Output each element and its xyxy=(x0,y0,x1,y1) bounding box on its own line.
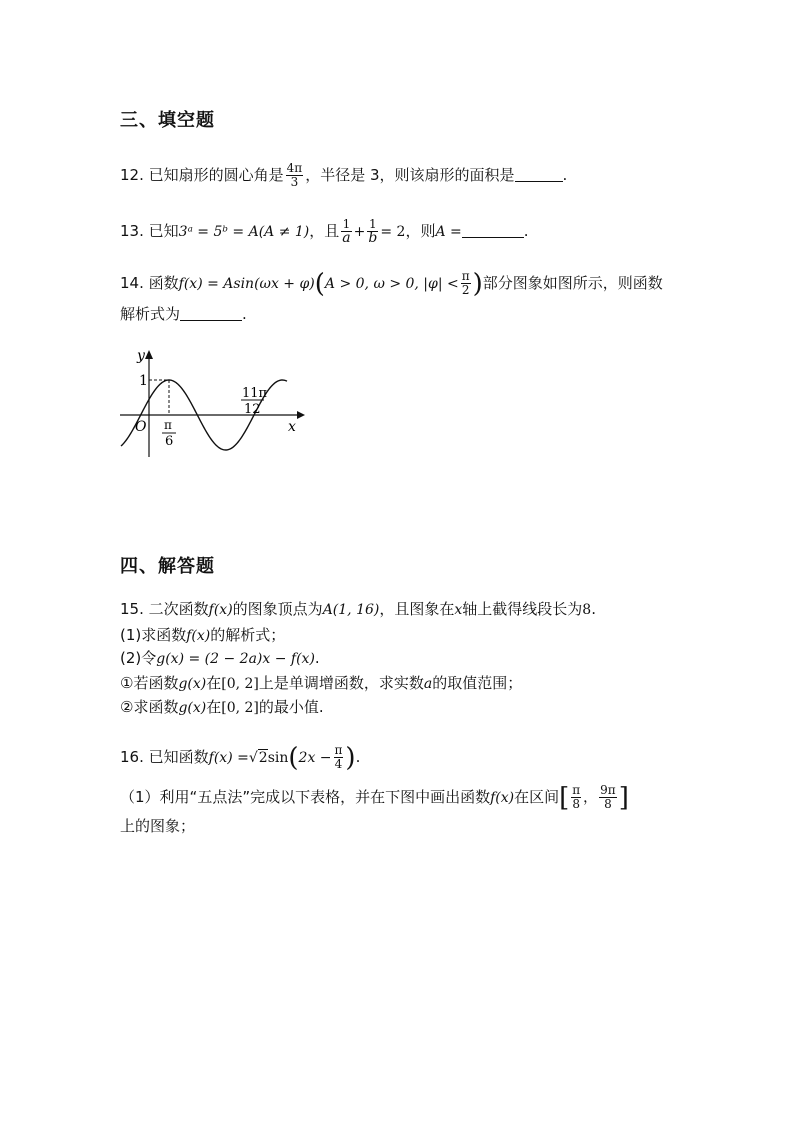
section-title-answer: 四、解答题 xyxy=(120,556,215,577)
q16-part-1: （1）利用“五点法”完成以下表格，并在下图中画出函数f(x)在区间[ $\frac{\pi}{8}$ ， $\frac{9\pi}{8}$ ] xyxy=(120,783,629,813)
x-tick-11pi12-num: 11π xyxy=(242,386,268,401)
q16-sqrt-2: 2 xyxy=(258,750,268,766)
section-title-fill-in: 三、填空题 xyxy=(120,110,215,131)
q12-answer-blank xyxy=(515,165,563,182)
question-16: 16. 已知函数f(x) =√2sin(2x − $\frac{\pi}{4}$ ). xyxy=(120,743,361,773)
question-14-line-2: 解析式为 . xyxy=(120,305,247,323)
x-tick-pi6-num: π xyxy=(164,418,172,432)
origin-label: O xyxy=(135,419,147,435)
question-14: 14. 函数f(x) = Asin(ωx + φ)(A > 0, ω > 0, |φ| < $\frac{\pi}{2}$ )部分图象如图所示，则函数 xyxy=(120,269,663,299)
q13-answer-blank xyxy=(462,221,524,238)
y-tick-one: 1 xyxy=(139,373,148,389)
q15-vertex: A(1, 16) xyxy=(322,602,380,618)
q12-text-1: 已知扇形的圆心角是 xyxy=(148,166,284,184)
sine-graph xyxy=(115,345,315,465)
y-axis-arrow-icon xyxy=(145,350,153,359)
x-axis-label: x xyxy=(288,419,296,435)
x-axis-arrow-icon xyxy=(297,411,305,419)
q15-part-2: (2)令g(x) = (2 − 2a)x − f(x). xyxy=(120,649,320,667)
q15-g-definition: g(x) = (2 − 2a)x − f(x) xyxy=(156,651,315,667)
q16-part-1-line-2: 上的图象； xyxy=(120,817,196,835)
q15-sub-1: ①若函数g(x)在[0, 2]上是单调增函数，求实数a的取值范围； xyxy=(120,674,523,692)
q14-answer-blank xyxy=(180,304,242,321)
q14-pi-over-2: $\frac{\pi}{2}$ xyxy=(461,269,470,297)
question-13: 13. 已知3ᵃ = 5ᵇ = A(A ≠ 1)，且 $\frac{1}{a}$ + $\frac{1}{b}$ = 2，则A = . xyxy=(120,217,529,246)
q14-conditions: A > 0, ω > 0, |φ| < xyxy=(324,276,459,292)
q13-number: 13. xyxy=(120,222,144,240)
q14-function: f(x) = Asin(ωx + φ) xyxy=(178,276,315,292)
question-15: 15. 二次函数f(x)的图象顶点为A(1, 16)，且图象在x轴上截得线段长为8. xyxy=(120,600,596,618)
q12-text-2: ，半径是 3，则该扇形的面积是 xyxy=(305,166,515,184)
q13-fraction-b: $\frac{1}{b}$ xyxy=(368,217,378,246)
q14-number: 14. xyxy=(120,274,144,292)
q15-sub-2: ②求函数g(x)在[0, 2]的最小值. xyxy=(120,698,324,716)
q16-number: 16. xyxy=(120,748,144,766)
y-axis-label: y xyxy=(137,348,145,364)
q13-fraction-a: $\frac{1}{a}$ xyxy=(342,217,351,246)
x-tick-11pi12-den: 12 xyxy=(244,402,261,417)
q16-interval-end: $\frac{9\pi}{8}$ xyxy=(600,783,616,811)
x-tick-pi6-den: 6 xyxy=(165,434,174,449)
q15-part-1: (1)求函数f(x)的解析式； xyxy=(120,626,286,644)
question-12: 12. 已知扇形的圆心角是 $\frac{4\pi}{3}$ ，半径是 3，则该扇形的面积是 . xyxy=(120,161,568,189)
q12-number: 12. xyxy=(120,166,144,184)
q13-expression: 3ᵃ = 5ᵇ = A(A ≠ 1) xyxy=(178,224,310,240)
q12-fraction: $\frac{4\pi}{3}$ xyxy=(286,161,303,189)
q15-number: 15. xyxy=(120,600,144,618)
q16-pi-over-4: $\frac{\pi}{4}$ xyxy=(334,743,343,771)
q16-interval-start: $\frac{\pi}{8}$ xyxy=(572,783,581,811)
